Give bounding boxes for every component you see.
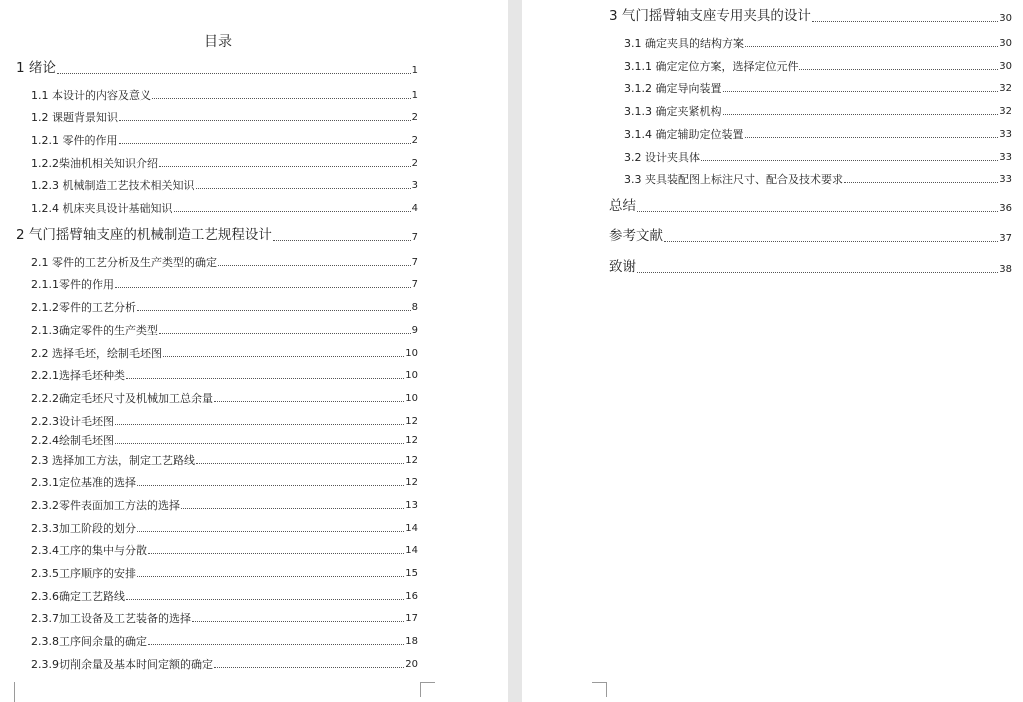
- toc-entry-page-number: 4: [411, 203, 418, 214]
- dot-leader: [799, 69, 998, 70]
- toc-entry[interactable]: [31, 348, 418, 359]
- dot-leader: [137, 485, 404, 486]
- toc-entry-page-number: 7: [411, 231, 418, 243]
- toc-entry-title: 2.2.2确定毛坯尺寸及机械加工总余量: [31, 392, 213, 405]
- toc-entry-title: 1 绪论: [16, 60, 56, 76]
- toc-entry[interactable]: [624, 152, 1012, 163]
- toc-entry[interactable]: [31, 302, 418, 313]
- toc-entry-title: 2.3.2零件表面加工方法的选择: [31, 499, 180, 512]
- toc-entry[interactable]: [624, 174, 1012, 185]
- toc-entry[interactable]: [31, 203, 418, 214]
- toc-entry[interactable]: [31, 435, 418, 446]
- dot-leader: [723, 114, 999, 115]
- dot-leader: [115, 443, 404, 444]
- dot-leader: [196, 188, 411, 189]
- toc-entry[interactable]: [31, 393, 418, 404]
- toc-entry-page-number: 8: [411, 302, 418, 313]
- toc-entry[interactable]: [31, 279, 418, 290]
- toc-entry-title: 2.3.4工序的集中与分散: [31, 544, 147, 557]
- toc-entry-title: 3.3 夹具装配图上标注尺寸、配合及技术要求: [624, 173, 843, 186]
- toc-entry[interactable]: [31, 523, 418, 534]
- toc-entry-page-number: 14: [405, 523, 418, 534]
- dot-leader: [115, 287, 411, 288]
- toc-entry-title: 3.1.1 确定定位方案，选择定位元件: [624, 60, 799, 73]
- toc-entry-page-number: 37: [999, 232, 1012, 244]
- toc-entry[interactable]: [31, 659, 418, 670]
- toc-entry-page-number: 14: [405, 545, 418, 556]
- dot-leader: [163, 356, 404, 357]
- toc-entry-page-number: 33: [999, 152, 1012, 163]
- toc-entry[interactable]: [31, 112, 418, 123]
- crop-mark: [592, 682, 607, 697]
- dot-leader: [159, 166, 411, 167]
- toc-entry-page-number: 30: [999, 61, 1012, 72]
- dot-leader: [119, 143, 411, 144]
- toc-entry-title: 3.1.3 确定夹紧机构: [624, 105, 722, 118]
- toc-entry-title: 2.3 选择加工方法，制定工艺路线: [31, 454, 195, 467]
- toc-entry[interactable]: [31, 257, 418, 268]
- crop-mark: [0, 682, 15, 702]
- toc-entry[interactable]: [31, 370, 418, 381]
- dot-leader: [664, 241, 998, 242]
- dot-leader: [812, 21, 998, 22]
- toc-entry-page-number: 13: [405, 500, 418, 511]
- toc-entry[interactable]: [624, 106, 1012, 117]
- toc-entry[interactable]: [31, 636, 418, 647]
- toc-entry-page-number: 16: [405, 591, 418, 602]
- toc-entry-page-number: 2: [411, 158, 418, 169]
- toc-entry[interactable]: [609, 261, 1012, 275]
- dot-leader: [57, 73, 411, 74]
- toc-entry[interactable]: [624, 61, 1012, 72]
- toc-entry[interactable]: [624, 129, 1012, 140]
- toc-entry[interactable]: [31, 325, 418, 336]
- toc-entry-title: 1.2.1 零件的作用: [31, 134, 118, 147]
- dot-leader: [126, 599, 404, 600]
- document-page-right: [522, 0, 1023, 702]
- toc-entry[interactable]: [609, 10, 1012, 24]
- toc-entry-page-number: 30: [999, 12, 1012, 24]
- toc-entry[interactable]: [16, 229, 418, 243]
- toc-entry-page-number: 7: [411, 279, 418, 290]
- toc-entry-page-number: 17: [405, 613, 418, 624]
- toc-entry-page-number: 33: [999, 129, 1012, 140]
- toc-entry-title: 3.1.4 确定辅助定位装置: [624, 128, 744, 141]
- toc-entry-page-number: 10: [405, 348, 418, 359]
- dot-leader: [701, 160, 998, 161]
- dot-leader: [214, 401, 404, 402]
- toc-entry[interactable]: [31, 545, 418, 556]
- toc-entry-page-number: 2: [411, 112, 418, 123]
- toc-entry[interactable]: [624, 83, 1012, 94]
- dot-leader: [137, 576, 404, 577]
- dot-leader: [137, 310, 411, 311]
- toc-entry-title: 1.2.2柴油机相关知识介绍: [31, 157, 158, 170]
- toc-entry-page-number: 20: [405, 659, 418, 670]
- toc-entry-title: 2.1.1零件的作用: [31, 278, 114, 291]
- dot-leader: [137, 531, 404, 532]
- dot-leader: [148, 553, 404, 554]
- toc-entry-title: 3 气门摇臂轴支座专用夹具的设计: [609, 8, 811, 24]
- dot-leader: [844, 182, 998, 183]
- toc-entry-page-number: 36: [999, 202, 1012, 214]
- toc-entry[interactable]: [31, 135, 418, 146]
- toc-entry-page-number: 12: [405, 455, 418, 466]
- toc-entry-page-number: 12: [405, 416, 418, 427]
- toc-entry-title: 2.2.1选择毛坯种类: [31, 369, 125, 382]
- toc-entry-page-number: 30: [999, 38, 1012, 49]
- toc-entry[interactable]: [31, 613, 418, 624]
- toc-entry-page-number: 10: [405, 393, 418, 404]
- toc-entry-title: 3.1.2 确定导向装置: [624, 82, 722, 95]
- toc-entry-title: 参考文献: [609, 228, 663, 244]
- toc-entry-page-number: 12: [405, 435, 418, 446]
- dot-leader: [745, 46, 998, 47]
- toc-entry-page-number: 12: [405, 477, 418, 488]
- toc-entry-page-number: 32: [999, 83, 1012, 94]
- toc-entry[interactable]: [31, 455, 418, 466]
- toc-entry-page-number: 38: [999, 263, 1012, 275]
- dot-leader: [218, 265, 411, 266]
- dot-leader: [637, 272, 998, 273]
- dot-leader: [192, 621, 404, 622]
- toc-entry-page-number: 32: [999, 106, 1012, 117]
- dot-leader: [637, 211, 998, 212]
- toc-entry-title: 1.1 本设计的内容及意义: [31, 89, 151, 102]
- toc-entry-title: 2.3.9切削余量及基本时间定额的确定: [31, 658, 213, 671]
- toc-entry-page-number: 7: [411, 257, 418, 268]
- toc-entry-page-number: 15: [405, 568, 418, 579]
- toc-entry-page-number: 1: [411, 90, 418, 101]
- dot-leader: [115, 424, 404, 425]
- toc-entry-page-number: 10: [405, 370, 418, 381]
- toc-entry[interactable]: [31, 568, 418, 579]
- crop-mark: [420, 682, 435, 697]
- dot-leader: [159, 333, 411, 334]
- document-page-left: [0, 0, 508, 702]
- dot-leader: [152, 98, 411, 99]
- toc-entry-title: 2.3.1定位基准的选择: [31, 476, 136, 489]
- dot-leader: [174, 211, 411, 212]
- dot-leader: [148, 644, 404, 645]
- dot-leader: [273, 240, 411, 241]
- toc-entry-page-number: 33: [999, 174, 1012, 185]
- dot-leader: [181, 508, 404, 509]
- toc-entry[interactable]: [31, 180, 418, 191]
- dot-leader: [214, 667, 404, 668]
- toc-entry-title: 总结: [609, 198, 636, 214]
- toc-entry-title: 2.1 零件的工艺分析及生产类型的确定: [31, 256, 217, 269]
- toc-entry-title: 3.1 确定夹具的结构方案: [624, 37, 744, 50]
- dot-leader: [196, 463, 404, 464]
- page-gutter: [508, 0, 522, 702]
- toc-entry-title: 3.2 设计夹具体: [624, 151, 700, 164]
- toc-entry[interactable]: [624, 38, 1012, 49]
- toc-entry-title: 2.2 选择毛坯，绘制毛坯图: [31, 347, 162, 360]
- toc-entry-title: 2.2.3设计毛坯图: [31, 415, 114, 428]
- toc-entry-title: 2.1.3确定零件的生产类型: [31, 324, 158, 337]
- toc-entry-page-number: 3: [411, 180, 418, 191]
- toc-entry-title: 1.2.4 机床夹具设计基础知识: [31, 202, 173, 215]
- dot-leader: [723, 91, 999, 92]
- toc-entry-title: 2.1.2零件的工艺分析: [31, 301, 136, 314]
- toc-heading: 目录: [204, 34, 232, 50]
- toc-entry-title: 2.3.5工序顺序的安排: [31, 567, 136, 580]
- toc-entry-title: 2.3.7加工设备及工艺装备的选择: [31, 612, 191, 625]
- toc-entry[interactable]: [31, 90, 418, 101]
- toc-entry-page-number: 1: [411, 64, 418, 76]
- toc-entry-title: 1.2.3 机械制造工艺技术相关知识: [31, 179, 195, 192]
- dot-leader: [119, 120, 411, 121]
- toc-entry-title: 致谢: [609, 259, 636, 275]
- toc-entry-title: 2.2.4绘制毛坯图: [31, 434, 114, 447]
- toc-entry-page-number: 2: [411, 135, 418, 146]
- toc-entry-title: 2.3.3加工阶段的划分: [31, 522, 136, 535]
- toc-entry[interactable]: [31, 500, 418, 511]
- toc-entry-title: 2 气门摇臂轴支座的机械制造工艺规程设计: [16, 227, 272, 243]
- toc-entry-title: 2.3.6确定工艺路线: [31, 590, 125, 603]
- toc-entry[interactable]: [31, 477, 418, 488]
- toc-entry[interactable]: [609, 230, 1012, 244]
- toc-entry[interactable]: [31, 416, 418, 427]
- dot-leader: [126, 378, 404, 379]
- toc-entry[interactable]: [31, 591, 418, 602]
- toc-entry[interactable]: [609, 200, 1012, 214]
- dot-leader: [745, 137, 999, 138]
- toc-entry-page-number: 18: [405, 636, 418, 647]
- toc-entry-title: 2.3.8工序间余量的确定: [31, 635, 147, 648]
- toc-entry-page-number: 9: [411, 325, 418, 336]
- toc-entry[interactable]: [31, 158, 418, 169]
- toc-entry[interactable]: [16, 62, 418, 76]
- toc-entry-title: 1.2 课题背景知识: [31, 111, 118, 124]
